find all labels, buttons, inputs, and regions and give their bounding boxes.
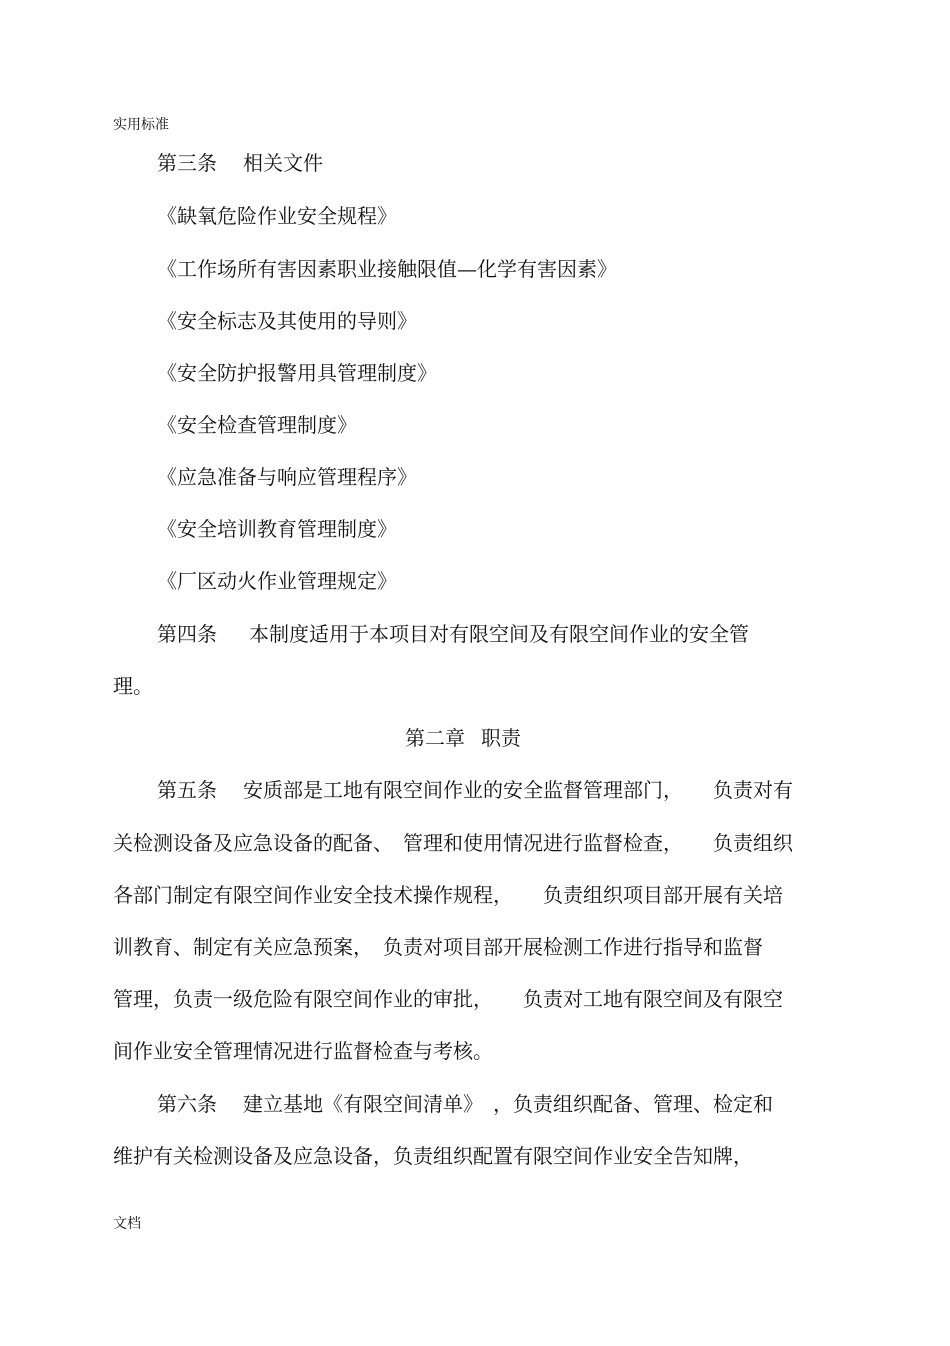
article-6-line-1 bbox=[157, 1091, 773, 1117]
reference-doc-8: 《厂区动火作业管理规定》 bbox=[157, 569, 397, 593]
chapter-2-label: 第二章 bbox=[405, 726, 465, 750]
article-4-text: 本制度适用于本项目对有限空间及有限空间作业的安全管 bbox=[249, 622, 749, 646]
chapter-2-title: 职责 bbox=[481, 726, 521, 750]
article-5-line-3: 各部门制定有限空间作业安全技术操作规程， 负责组织项目部开展有关培 bbox=[113, 883, 783, 907]
article-5-label: 第五条 bbox=[157, 778, 217, 802]
article-5-line-5: 管理，负责一级危险有限空间作业的审批， 负责对工地有限空间及有限空 bbox=[113, 987, 783, 1011]
reference-doc-2: 《工作场所有害因素职业接触限值—化学有害因素》 bbox=[157, 257, 617, 281]
chapter-2-heading bbox=[405, 725, 521, 751]
reference-doc-1: 《缺氧危险作业安全规程》 bbox=[157, 204, 397, 228]
reference-doc-7: 《安全培训教育管理制度》 bbox=[157, 517, 397, 541]
reference-doc-4: 《安全防护报警用具管理制度》 bbox=[157, 361, 437, 385]
reference-doc-6: 《应急准备与响应管理程序》 bbox=[157, 465, 417, 489]
article-3-title: 相关文件 bbox=[243, 151, 323, 175]
article-5-line-6: 间作业安全管理情况进行监督检查与考核。 bbox=[113, 1039, 493, 1063]
article-5-line-4: 训教育、制定有关应急预案， 负责对项目部开展检测工作进行指导和监督 bbox=[113, 935, 763, 959]
article-5-line-1 bbox=[157, 777, 793, 803]
article-5-text-1: 安质部是工地有限空间作业的安全监督管理部门， 负责对有 bbox=[243, 778, 793, 802]
article-6-line-2: 维护有关检测设备及应急设备，负责组织配置有限空间作业安全告知牌， bbox=[113, 1144, 753, 1168]
reference-doc-3: 《安全标志及其使用的导则》 bbox=[157, 309, 417, 333]
page-footer: 文档 bbox=[113, 1216, 141, 1232]
article-4-line-2: 理。 bbox=[113, 674, 153, 698]
article-4-line-1 bbox=[157, 621, 749, 647]
article-6-label: 第六条 bbox=[157, 1092, 217, 1116]
article-3-label: 第三条 bbox=[157, 151, 217, 175]
article-5-line-2: 关检测设备及应急设备的配备、 管理和使用情况进行监督检查， 负责组织 bbox=[113, 831, 793, 855]
page-header: 实用标准 bbox=[113, 117, 169, 133]
reference-doc-5: 《安全检查管理制度》 bbox=[157, 413, 357, 437]
article-3-heading bbox=[157, 150, 323, 176]
article-4-label: 第四条 bbox=[157, 622, 217, 646]
article-6-text-1: 建立基地《有限空间清单》 ，负责组织配备、管理、检定和 bbox=[243, 1092, 773, 1116]
